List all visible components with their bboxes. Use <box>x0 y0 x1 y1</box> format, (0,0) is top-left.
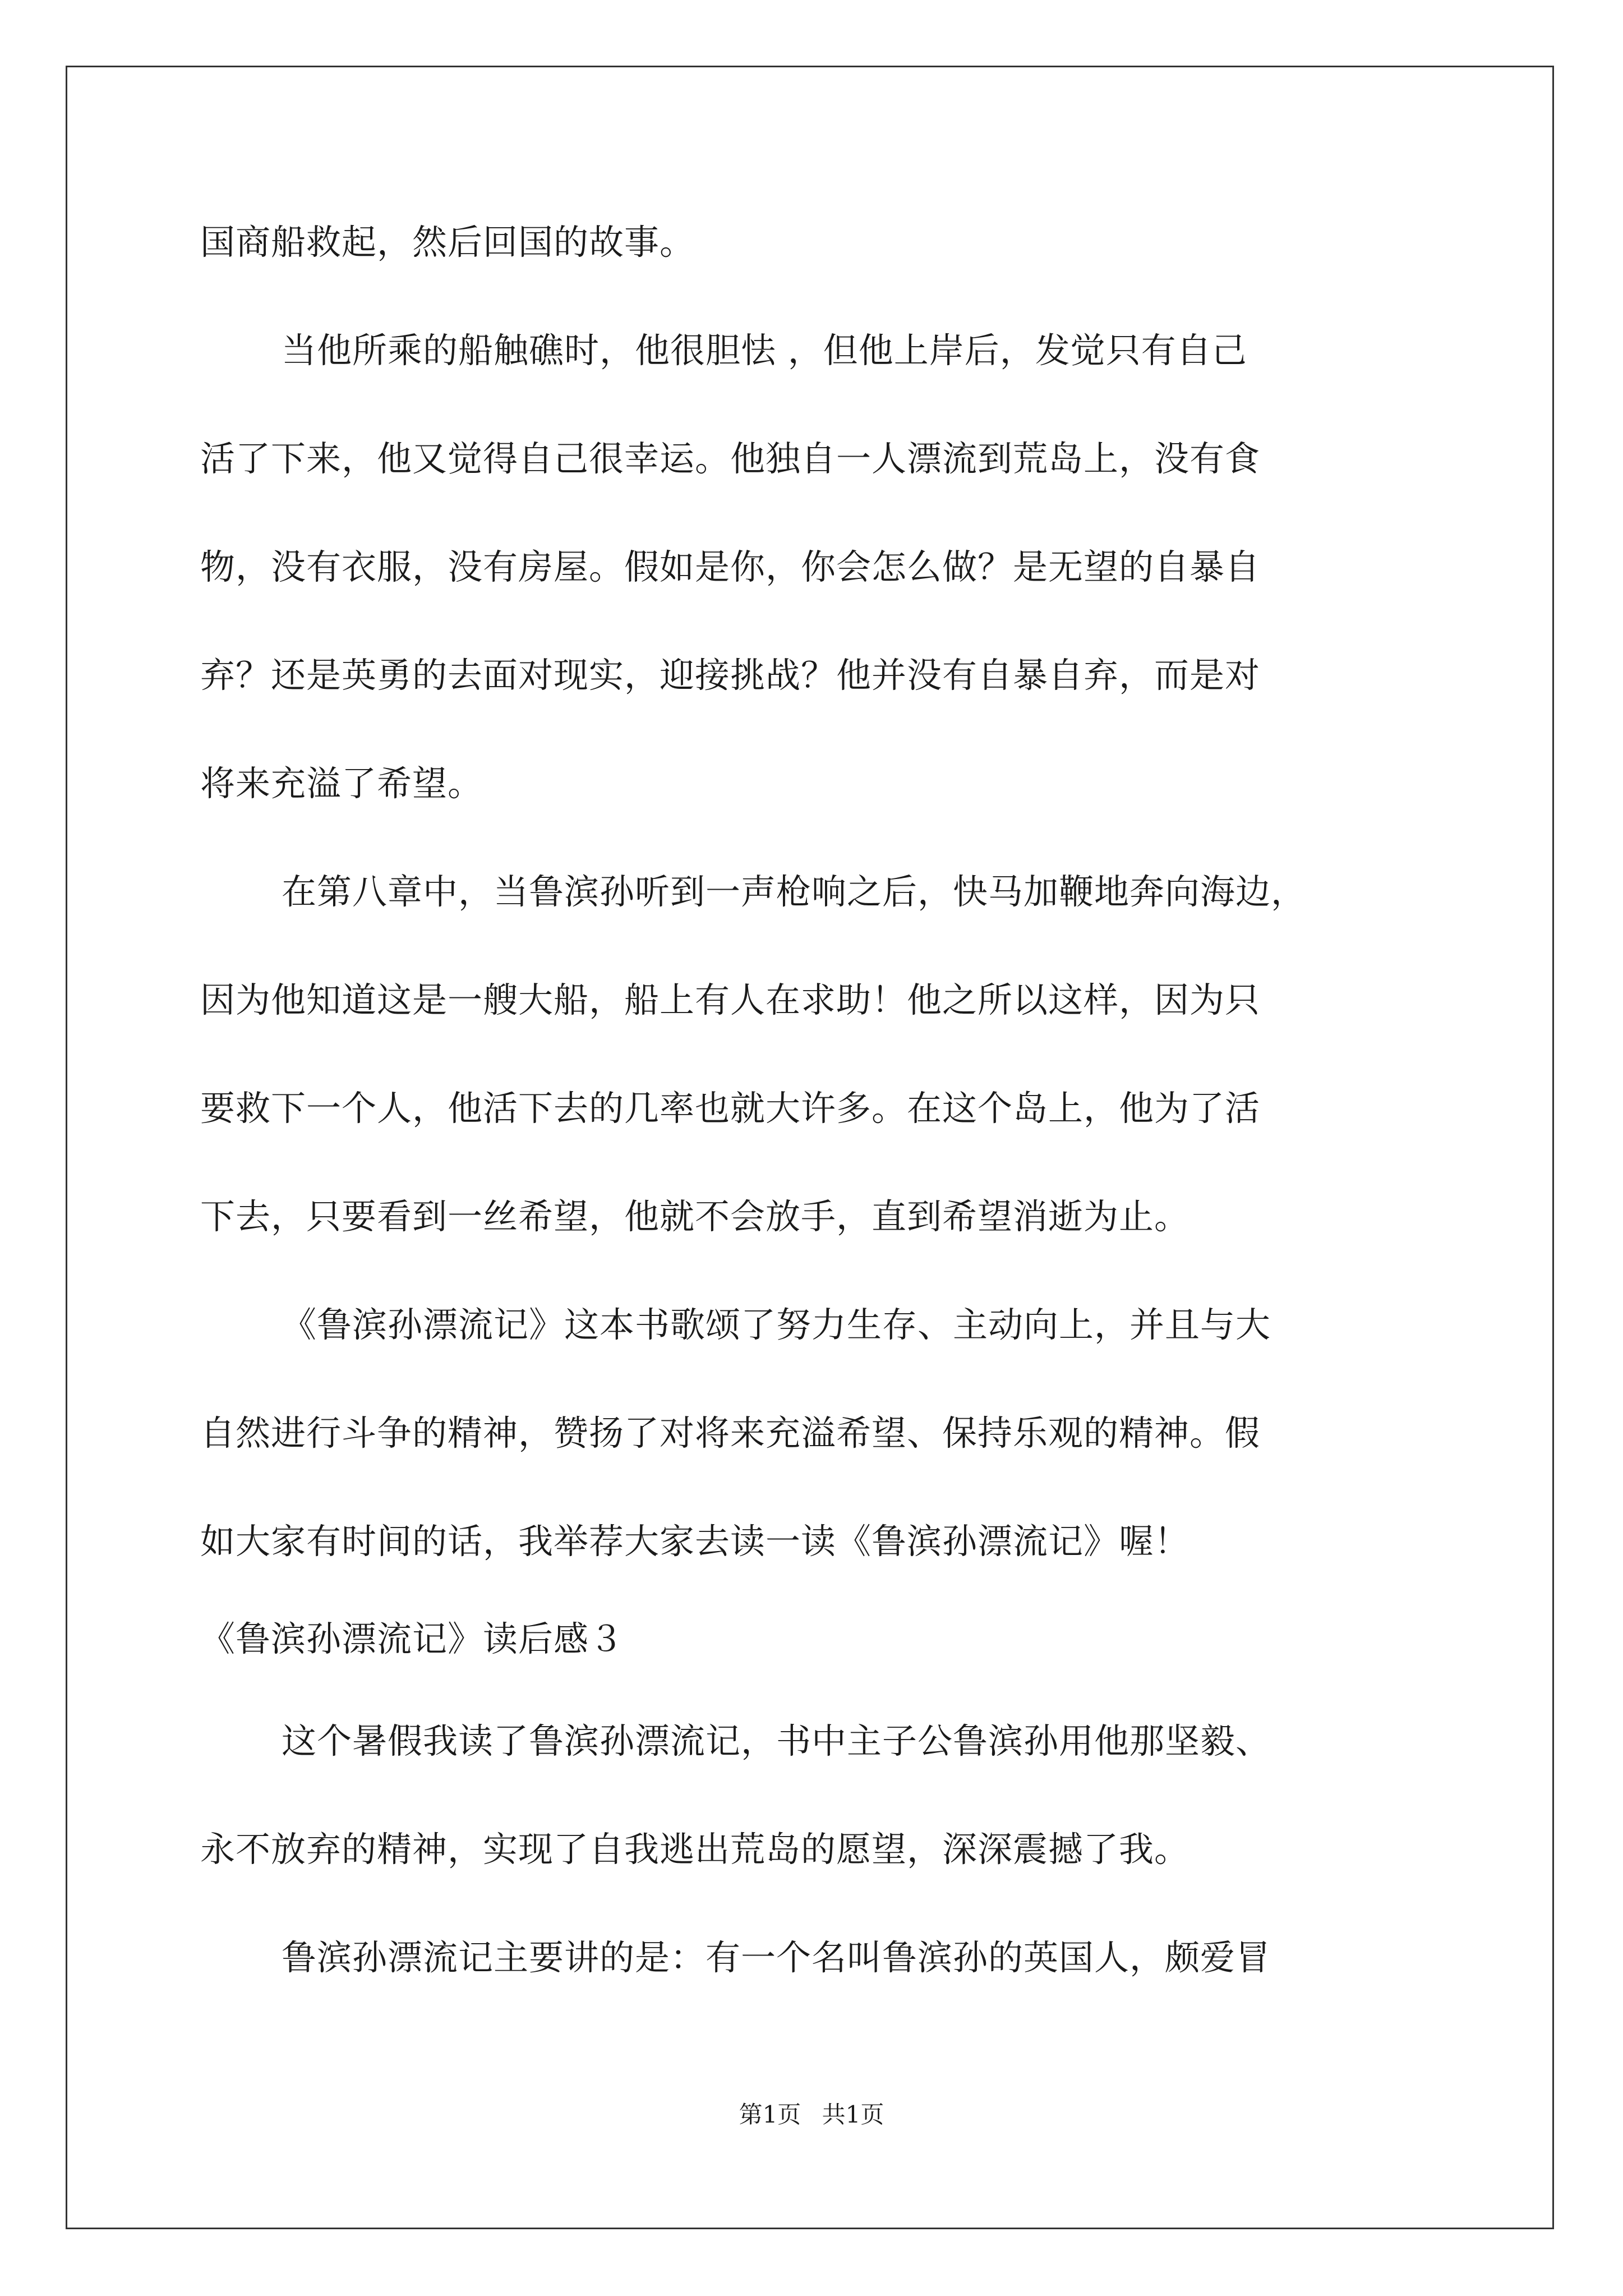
text-line: 永不放弃的精神，实现了自我逃出荒岛的愿望，深深震撼了我。 <box>200 1829 1190 1870</box>
text-line: 这个暑假我读了鲁滨孙漂流记，书中主子公鲁滨孙用他那坚毅、 <box>282 1720 1271 1761</box>
text-line: 国商船救起，然后回国的故事。 <box>200 222 695 263</box>
text-line: 自然进行斗争的精神，赞扬了对将来充溢希望、保持乐观的精神。假 <box>200 1412 1261 1453</box>
page-total: 共1页 <box>822 2101 884 2128</box>
text-line: 鲁滨孙漂流记主要讲的是：有一个名叫鲁滨孙的英国人，颇爱冒 <box>282 1937 1271 1978</box>
page-number: 第1页 <box>739 2101 801 2128</box>
text-line: 因为他知道这是一艘大船，船上有人在求助！他之所以这样，因为只 <box>200 979 1261 1020</box>
text-line: 活了下来，他又觉得自己很幸运。他独自一人漂流到荒岛上，没有食 <box>200 438 1261 479</box>
text-line: 下去，只要看到一丝希望，他就不会放手，直到希望消逝为止。 <box>200 1196 1190 1237</box>
text-line: 弃？还是英勇的去面对现实，迎接挑战？他并没有自暴自弃，而是对 <box>200 655 1261 696</box>
text-line: 当他所乘的船触礁时，他很胆怯 ，但他上岸后，发觉只有自己 <box>282 330 1247 371</box>
text-line: 如大家有时间的话，我举荐大家去读一读《鲁滨孙漂流记》喔！ <box>200 1521 1190 1562</box>
text-line: 《鲁滨孙漂流记》这本书歌颂了努力生存、主动向上，并且与大 <box>282 1304 1271 1345</box>
section-heading: 《鲁滨孙漂流记》读后感３ <box>200 1618 625 1659</box>
text-line: 将来充溢了希望。 <box>200 763 483 804</box>
page-border <box>66 66 1554 2229</box>
text-line: 要救下一个人，他活下去的几率也就大许多。在这个岛上，他为了活 <box>200 1088 1261 1129</box>
page-footer <box>0 2098 1623 2132</box>
text-line: 在第八章中，当鲁滨孙听到一声枪响之后，快马加鞭地奔向海边， <box>282 871 1307 912</box>
text-line: 物，没有衣服，没有房屋。假如是你，你会怎么做？是无望的自暴自 <box>200 546 1261 587</box>
